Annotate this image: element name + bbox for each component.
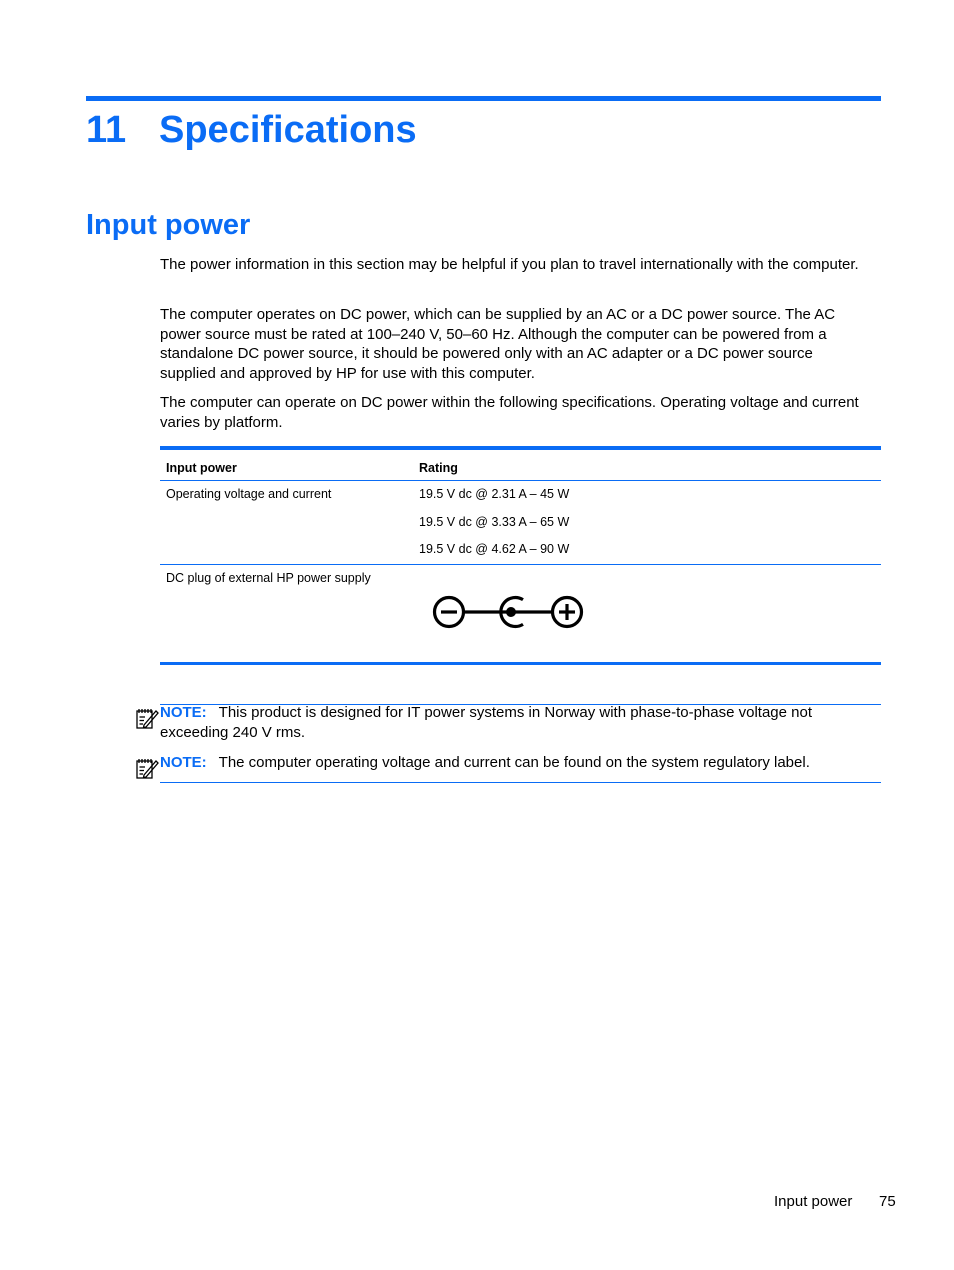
paragraph-intro: The power information in this section may be helpful if you plan to travel internationally with the computer.	[160, 256, 859, 273]
note-label: NOTE:	[160, 704, 207, 721]
section-title: Input power	[86, 209, 251, 241]
dc-polarity-symbol-icon	[431, 593, 585, 631]
rating-45w: 19.5 V dc @ 2.31 A – 45 W	[419, 487, 570, 501]
note-regulatory-label	[160, 753, 872, 773]
chapter-number: 11	[86, 109, 127, 151]
footer-section-label: Input power	[774, 1193, 853, 1210]
table-header-input-power: Input power	[166, 461, 237, 475]
table-row	[160, 565, 881, 662]
note-icon	[135, 756, 159, 780]
paragraph-dc-power: The computer operates on DC power, which can be supplied by an AC or a DC power source. The AC power source must be rated at 100–240 V, 50–60 Hz. Although the computer can be powered from a standalone DC power source, it should be powered only with an AC adapter or a DC power source supplied and approved by HP for use with this computer.	[160, 306, 836, 382]
chapter-title	[86, 106, 417, 154]
table-header-row	[160, 450, 881, 481]
table-bottom-rule	[160, 662, 881, 665]
rating-90w: 19.5 V dc @ 4.62 A – 90 W	[419, 542, 570, 556]
row-label-dc-plug: DC plug of external HP power supply	[166, 571, 371, 585]
chapter-rule	[86, 96, 881, 101]
input-power-table	[160, 446, 881, 665]
notes-bottom-rule	[160, 782, 881, 783]
table-row	[160, 481, 881, 565]
note-text: The computer operating voltage and current can be found on the system regulatory label.	[218, 754, 810, 771]
rating-65w: 19.5 V dc @ 3.33 A – 65 W	[419, 515, 570, 529]
note-text: This product is designed for IT power systems in Norway with phase-to-phase voltage not exceeding 240 V rms.	[160, 704, 813, 741]
note-norway	[160, 703, 872, 742]
note-label: NOTE:	[160, 754, 207, 771]
row-label-operating-voltage: Operating voltage and current	[166, 487, 332, 501]
page-number: 75	[879, 1193, 896, 1210]
note-icon	[135, 706, 159, 730]
table-header-rating: Rating	[419, 461, 458, 475]
chapter-title-text: Specifications	[159, 109, 417, 151]
paragraph-specifications: The computer can operate on DC power within the following specifications. Operating voltage and current varies by platform.	[160, 394, 859, 431]
